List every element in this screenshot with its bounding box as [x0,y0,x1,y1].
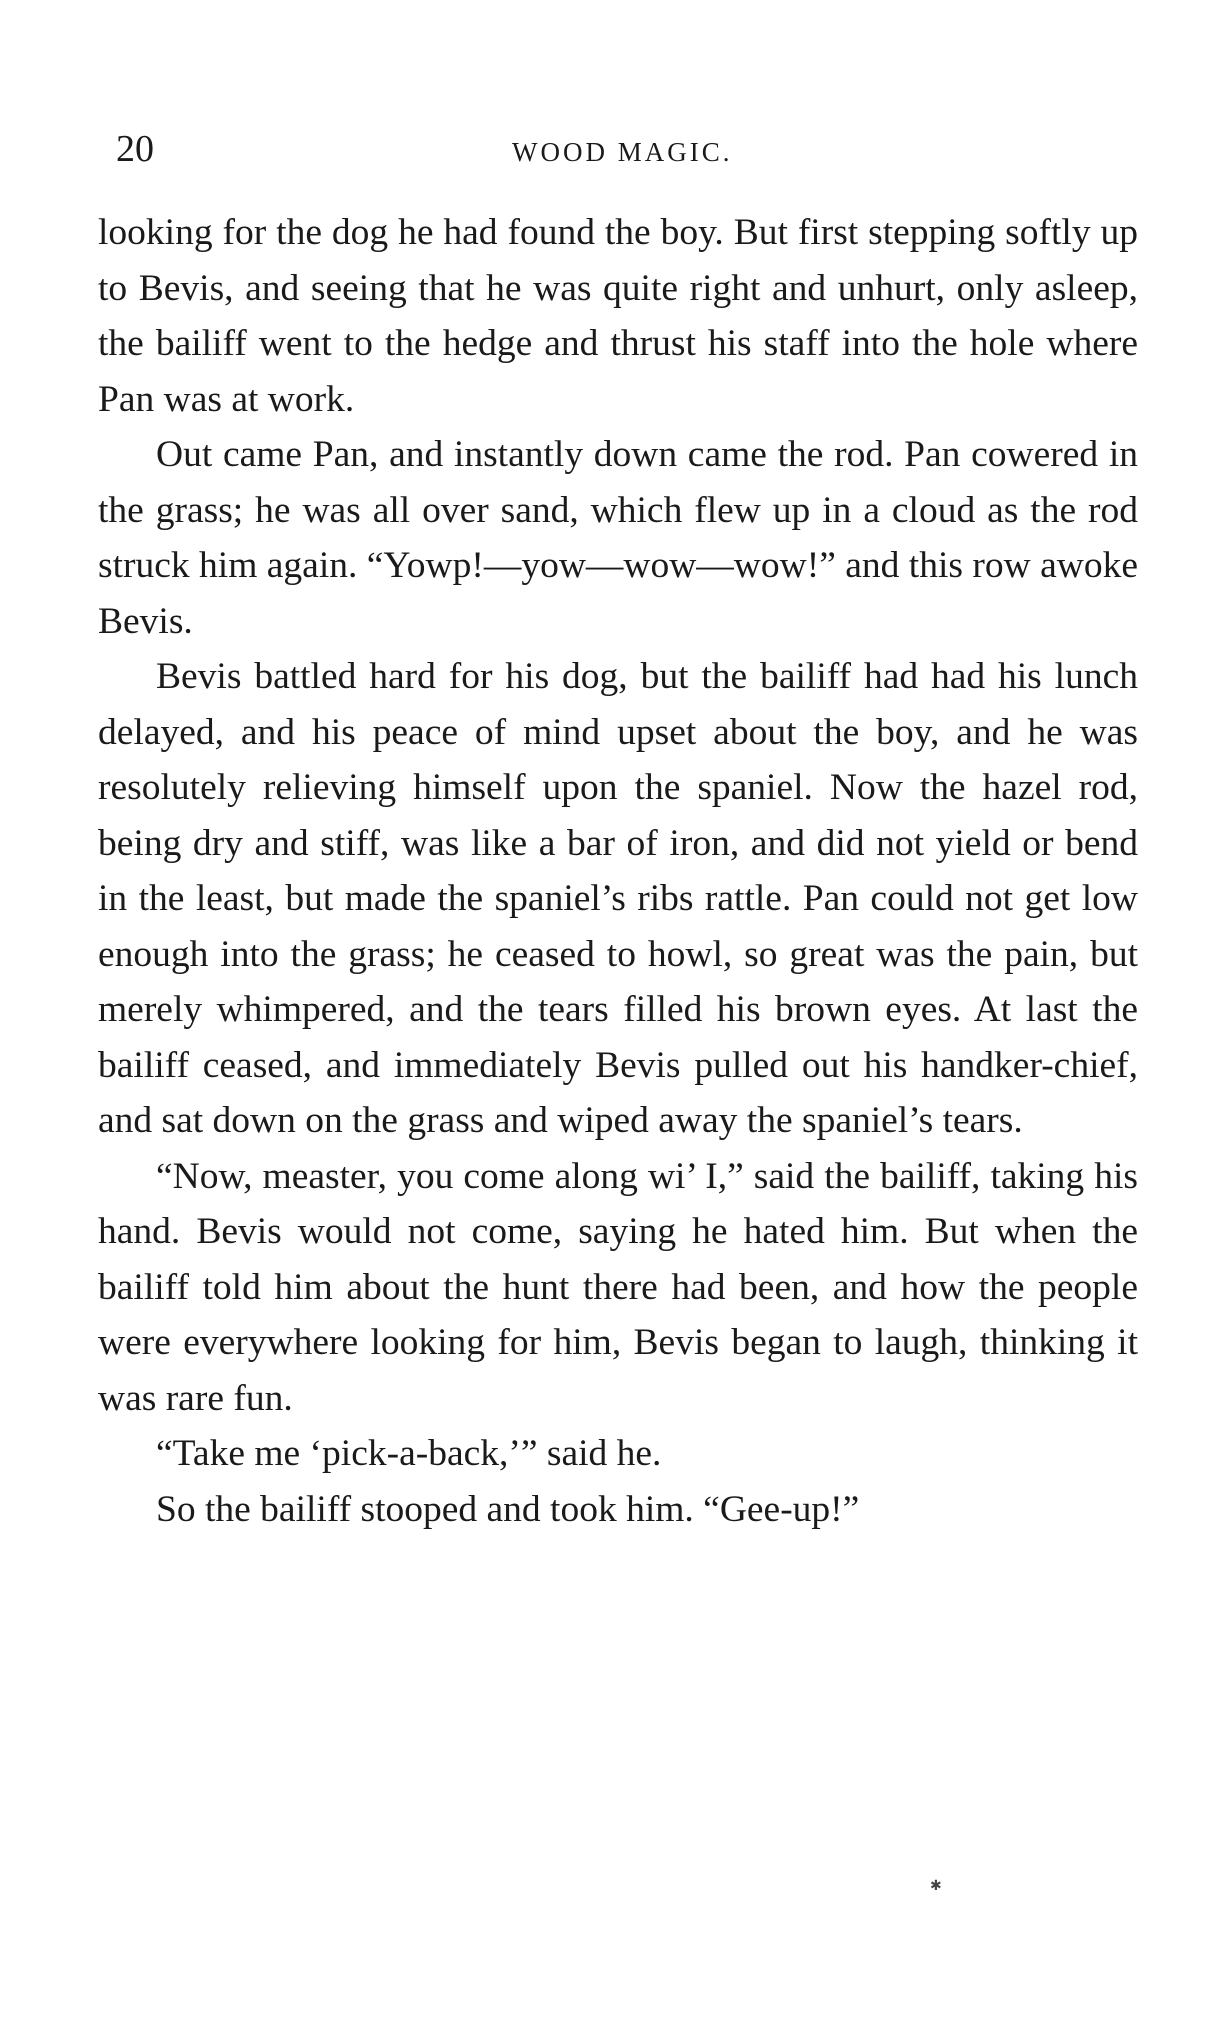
paragraph-1: looking for the dog he had found the boy. But first stepping softly up to Bevis, and seeing that he was quite right and unhurt, only asleep, the bailiff went to the hedge and thrust his staff into the hole where Pan was at work. [98,212,1138,420]
paragraph-6: So the bailiff stooped and took him. “Gee-up!” [156,1488,860,1530]
page-header [112,124,1142,174]
paragraph-3: Bevis battled hard for his dog, but the bailiff had had his lunch delayed, and his peace of mind upset about the boy, and he was resolutely relieving himself upon the spaniel. Now the hazel rod, being dry and stiff, was like a bar of iron, and did not yield or bend in the least, but made the spaniel’s ribs rattle. Pan could not get low enough into the grass; he ceased to howl, so great was the pain, but merely whimpered, and the tears filled his brown eyes. At last the bailiff ceased, and immediately Bevis pulled out his handker-chief, and sat down on the grass and wiped away the spaniel’s tears. [98,656,1138,1141]
ink-speck: ✱ [930,1879,942,1894]
paragraph-4: “Now, measter, you come along wi’ I,” said the bailiff, taking his hand. Bevis would not come, saying he hated him. But when the bailiff told him about the hunt there had been, and how the people were everywhere looking for him, Bevis began to laugh, thinking it was rare fun. [98,1155,1138,1419]
body-text [98,205,1138,1537]
page-number: 20 [116,128,154,170]
paragraph-5: “Take me ‘pick-a-back,’” said he. [156,1433,662,1474]
paragraph-2: Out came Pan, and instantly down came the rod. Pan cowered in the grass; he was all over sand, which flew up in a cloud as the rod struck him again. “Yowp!—yow—wow—wow!” and this row awoke Bevis. [98,434,1138,642]
running-head: WOOD MAGIC. [512,137,733,167]
